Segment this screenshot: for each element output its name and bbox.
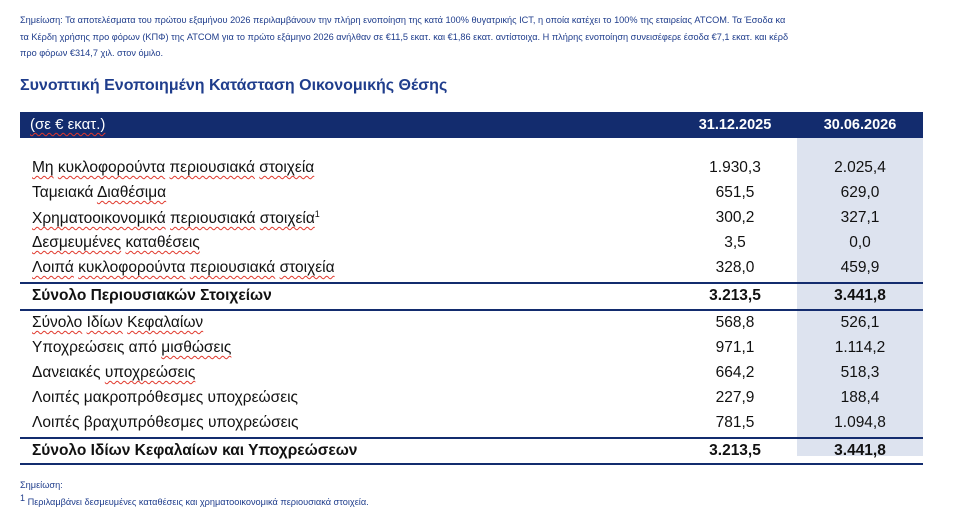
footnote-marker: 1 bbox=[314, 209, 320, 219]
row-divider bbox=[20, 463, 923, 465]
table-row bbox=[20, 386, 923, 411]
value-prior: 781,5 bbox=[715, 414, 755, 431]
row-label: Λοιπές βραχυπρόθεσμες υποχρεώσεις bbox=[32, 414, 299, 431]
column-header-current: 30.06.2026 bbox=[823, 117, 897, 133]
unit-label: (σε € εκατ.) bbox=[30, 116, 106, 133]
value-prior: 300,2 bbox=[715, 209, 755, 226]
bottom-note-heading: Σημείωση: bbox=[20, 480, 63, 490]
top-note-line-1: Σημείωση: Τα αποτελέσματα του πρώτου εξαμήνου 2026 περιλαμβάνουν την πλήρη ενοποίηση της κατά 100% θυγατρικής ICT, η οποία κατέχει το 100% της εταιρείας ATCOM. Τα Έσοδα κα bbox=[20, 15, 786, 25]
value-current: 629,0 bbox=[840, 184, 880, 201]
row-label: Ταμειακά Διαθέσιμα bbox=[32, 184, 167, 201]
total-equity-liabilities-label: Σύνολο Ιδίων Κεφαλαίων και Υποχρεώσεων bbox=[32, 442, 358, 459]
value-current: 0,0 bbox=[849, 234, 871, 251]
row-label: Υποχρεώσεις από μισθώσεις bbox=[32, 339, 232, 356]
row-label: Λοιπά κυκλοφορούντα περιουσιακά στοιχεία bbox=[32, 259, 335, 276]
total-row bbox=[20, 439, 923, 464]
value-current: 3.441,8 bbox=[834, 442, 886, 459]
row-label: Σύνολο Ιδίων Κεφαλαίων bbox=[32, 314, 204, 331]
table-row bbox=[20, 156, 923, 181]
value-prior: 3.213,5 bbox=[709, 442, 761, 459]
table-row bbox=[20, 336, 923, 361]
bottom-note bbox=[20, 479, 369, 509]
value-prior: 568,8 bbox=[715, 314, 755, 331]
row-label: Δανειακές υποχρεώσεις bbox=[32, 364, 196, 381]
row-label: Λοιπές μακροπρόθεσμες υποχρεώσεις bbox=[32, 389, 299, 406]
row-label: Δεσμευμένες καταθέσεις bbox=[32, 234, 200, 251]
table-row bbox=[20, 231, 923, 256]
value-prior: 3.213,5 bbox=[709, 287, 761, 304]
total-row bbox=[20, 284, 923, 309]
value-current: 327,1 bbox=[840, 209, 880, 226]
value-prior: 651,5 bbox=[715, 184, 755, 201]
value-current: 1.094,8 bbox=[834, 414, 886, 431]
table-row bbox=[20, 411, 923, 436]
table-row bbox=[20, 311, 923, 336]
value-prior: 1.930,3 bbox=[709, 159, 761, 176]
value-current: 2.025,4 bbox=[834, 159, 886, 176]
row-label: Μη κυκλοφορούντα περιουσιακά στοιχεία bbox=[32, 159, 315, 176]
value-current: 188,4 bbox=[840, 389, 880, 406]
table-header bbox=[20, 112, 923, 138]
value-current: 3.441,8 bbox=[834, 287, 886, 304]
value-prior: 3,5 bbox=[724, 234, 746, 251]
financial-position-table bbox=[20, 112, 923, 463]
value-current: 459,9 bbox=[840, 259, 880, 276]
value-prior: 227,9 bbox=[715, 389, 755, 406]
row-label: Χρηματοοικονομικά περιουσιακά στοιχεία$^1$ bbox=[32, 209, 320, 228]
total-assets-label: Σύνολο Περιουσιακών Στοιχείων bbox=[32, 287, 272, 304]
value-prior: 328,0 bbox=[715, 259, 755, 276]
statement-title: Συνοπτική Ενοποιημένη Κατάσταση Οικονομικής Θέσης bbox=[20, 77, 448, 94]
top-note-line-3: προ φόρων €314,7 χιλ. στον όμιλο. bbox=[20, 48, 164, 58]
column-header-prior: 31.12.2025 bbox=[698, 117, 772, 133]
value-current: 526,1 bbox=[840, 314, 880, 331]
table-row bbox=[20, 361, 923, 386]
value-current: 1.114,2 bbox=[834, 339, 886, 356]
footnote-marker: 1 bbox=[20, 493, 26, 503]
top-note-line-2: τα Κέρδη χρήσης προ φόρων (ΚΠΦ) της ATCOM για το πρώτο εξάμηνο 2026 ανήλθαν σε €11,5 εκατ. και €1,86 εκατ. αντίστοιχα. Η πλήρης ενοποίηση συνεισέφερε έσοδα €7,1 εκατ. και κέρδ bbox=[20, 31, 789, 42]
table-row bbox=[20, 181, 923, 206]
table-row bbox=[20, 256, 923, 281]
top-note bbox=[20, 12, 980, 62]
table-row bbox=[20, 206, 923, 231]
value-current: 518,3 bbox=[840, 364, 880, 381]
value-prior: 971,1 bbox=[715, 339, 755, 356]
value-prior: 664,2 bbox=[715, 364, 755, 381]
bottom-note-text: $^1$ Περιλαμβάνει δεσμευμένες καταθέσεις και χρηματοοικονομικά περιουσιακά στοιχεία. bbox=[20, 493, 369, 508]
